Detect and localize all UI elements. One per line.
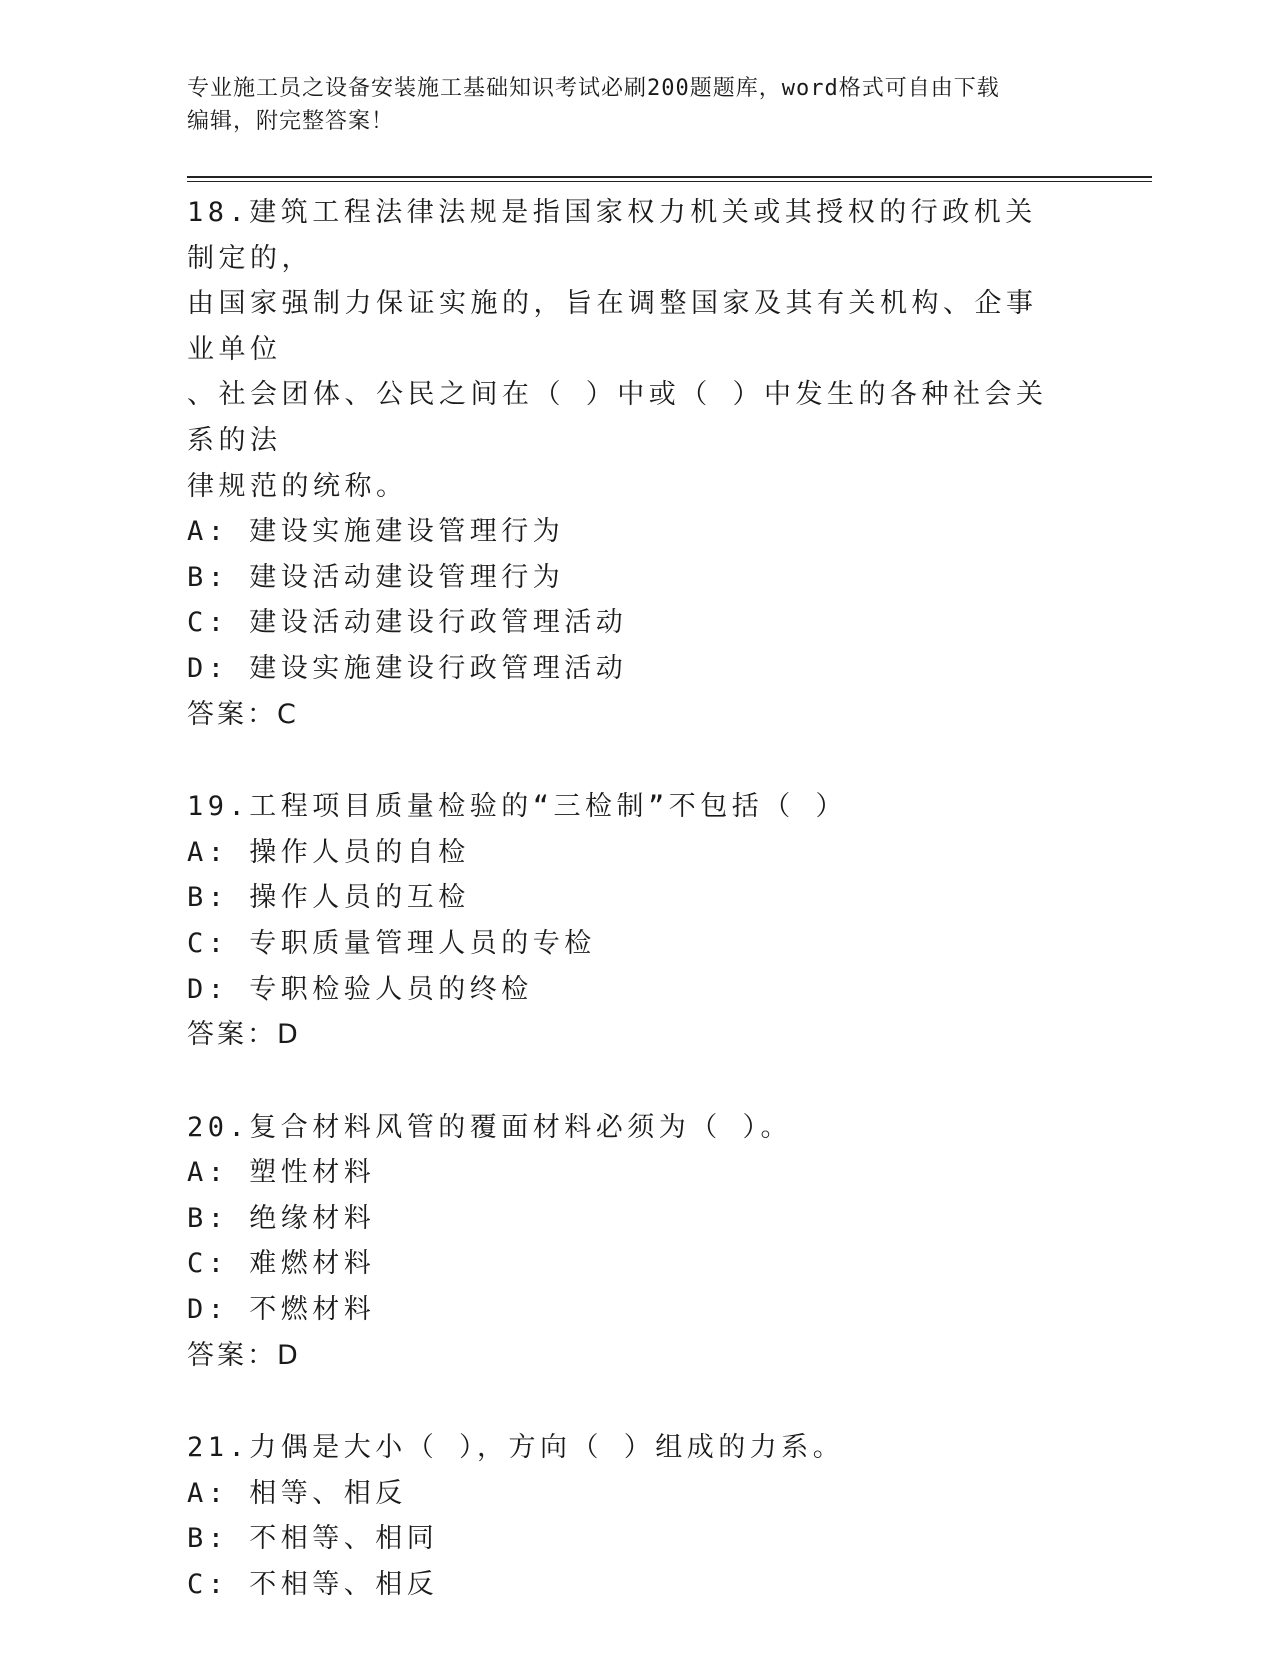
question-stem	[187, 190, 1067, 509]
answer-line: 答案：D	[187, 1339, 301, 1371]
option-c: C: 难燃材料	[187, 1248, 376, 1280]
option-b: B: 建设活动建设管理行为	[187, 561, 565, 593]
question-stem	[187, 1425, 1067, 1471]
option-d: D: 建设实施建设行政管理活动	[187, 652, 628, 684]
question-stem-line: 21.力偶是大小（ ），方向（ ）组成的力系。	[187, 1432, 845, 1464]
option-b: B: 操作人员的互检	[187, 882, 470, 914]
question-stem-line: 19.工程项目质量检验的“三检制”不包括（ ）	[187, 791, 848, 823]
option-a: A: 塑性材料	[187, 1157, 376, 1189]
question-stem	[187, 784, 1067, 830]
option-d: D: 专职检验人员的终检	[187, 973, 533, 1005]
header-divider-thick	[187, 176, 1152, 178]
option-b: B: 绝缘材料	[187, 1202, 376, 1234]
option-a: A: 操作人员的自检	[187, 836, 470, 868]
question-stem-line: 20.复合材料风管的覆面材料必须为（ ）。	[187, 1111, 793, 1143]
question-list	[187, 190, 1067, 1655]
document-header	[187, 72, 1087, 138]
answer-line: 答案：C	[187, 698, 299, 730]
header-title-line-2: 编辑，附完整答案！	[187, 109, 395, 134]
question-stem-line: 律规范的统称。	[187, 470, 408, 502]
option-d: D: 不燃材料	[187, 1294, 376, 1326]
option-a: A: 相等、相反	[187, 1477, 407, 1509]
option-a: A: 建设实施建设管理行为	[187, 516, 565, 548]
question-stem	[187, 1105, 1067, 1151]
question-stem-line: 、社会团体、公民之间在（ ）中或（ ）中发生的各种社会关系的法	[187, 379, 1048, 456]
option-b: B: 不相等、相同	[187, 1523, 439, 1555]
option-c: C: 建设活动建设行政管理活动	[187, 607, 628, 639]
answer-line: 答案：D	[187, 1019, 301, 1051]
question-21	[187, 1425, 1067, 1607]
option-c: C: 专职质量管理人员的专检	[187, 927, 596, 959]
question-stem-line: 18.建筑工程法律法规是指国家权力机关或其授权的行政机关制定的，	[187, 197, 1037, 274]
question-19	[187, 784, 1067, 1058]
question-stem-line: 由国家强制力保证实施的，旨在调整国家及其有关机构、企事业单位	[187, 288, 1038, 365]
option-c: C: 不相等、相反	[187, 1569, 439, 1601]
header-divider-thin	[187, 181, 1152, 182]
question-20	[187, 1105, 1067, 1379]
question-18	[187, 190, 1067, 737]
header-title-line-1: 专业施工员之设备安装施工基础知识考试必刷200题题库，word格式可自由下载	[187, 76, 1000, 101]
